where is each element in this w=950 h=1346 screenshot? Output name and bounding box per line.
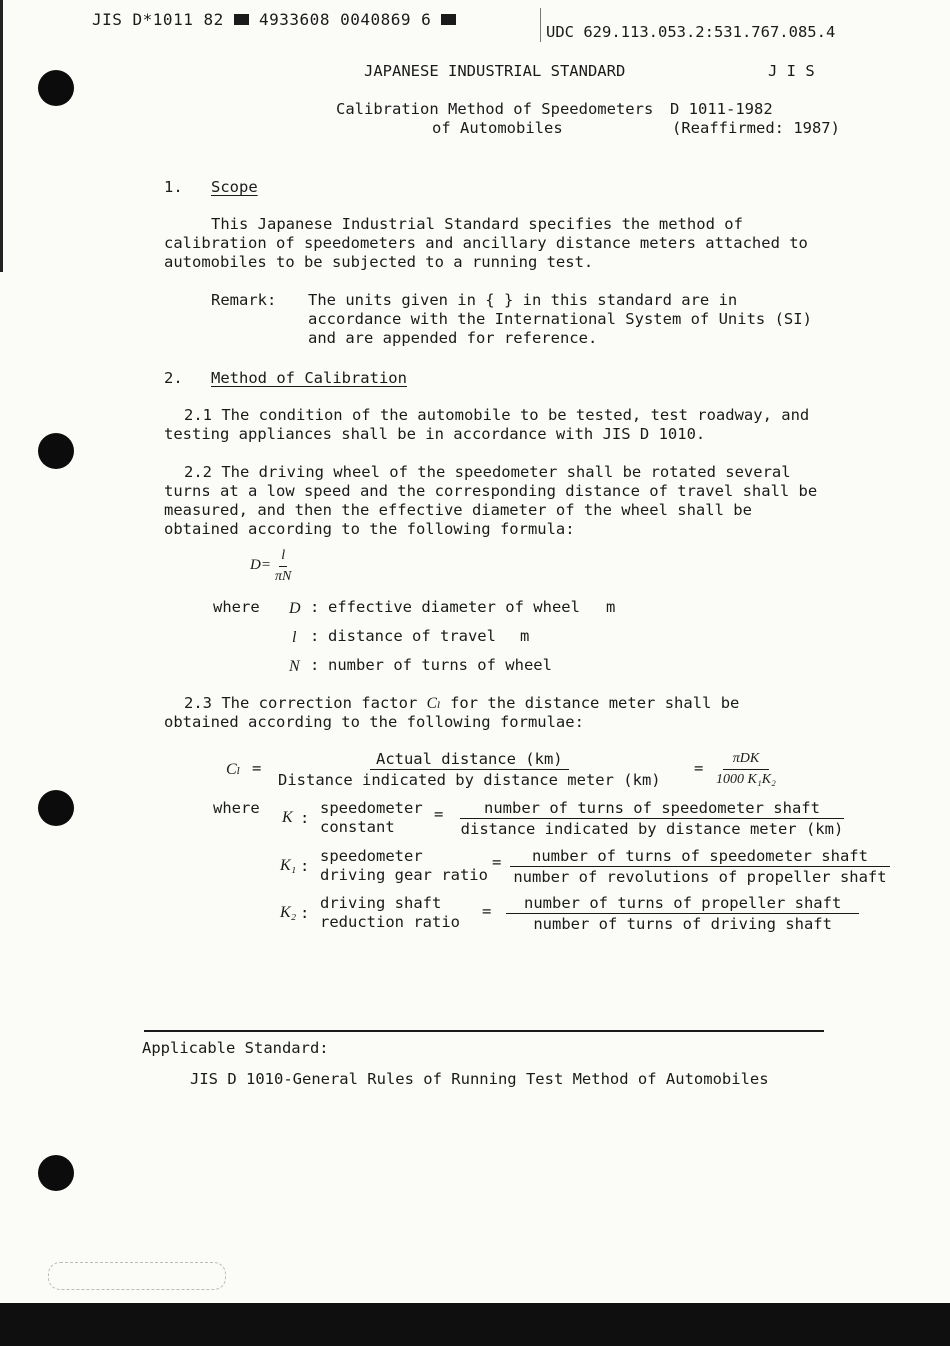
formula-c-fraction2	[716, 750, 776, 789]
formula-c-denominator: Distance indicated by distance meter (km)	[278, 771, 661, 789]
standard-title: JAPANESE INDUSTRIAL STANDARD	[364, 62, 626, 80]
k-denominator: distance indicated by distance meter (km)	[460, 820, 844, 838]
def-unit-l: m	[520, 627, 530, 645]
punch-hole	[38, 70, 74, 106]
k-name2: constant	[320, 818, 395, 836]
para-2-2-line: 2.2 The driving wheel of the speedometer shall be rotated several	[184, 463, 791, 481]
k-fraction	[460, 799, 844, 838]
std-number: D 1011-1982	[670, 100, 773, 118]
code-line-a: JIS D*1011 82	[92, 10, 224, 29]
k2-eq: =	[482, 902, 492, 920]
punch-hole	[38, 790, 74, 826]
def-text-n: number of turns of wheel	[328, 656, 552, 674]
def-symbol-n: N	[289, 658, 300, 675]
applicable-standard-item: JIS D 1010-General Rules of Running Test Method of Automobiles	[190, 1070, 769, 1088]
where-label: where	[213, 598, 260, 616]
formula-c-eq: =	[252, 759, 262, 777]
doc-title-line1: Calibration Method of Speedometers	[336, 100, 654, 118]
code-line-b: 4933608 0040869 6	[259, 10, 432, 29]
section1-number: 1.	[164, 178, 183, 196]
para-2-1-line: testing appliances shall be in accordance with JIS D 1010.	[164, 425, 706, 443]
def-text-l: distance of travel	[328, 627, 496, 645]
k-name1: speedometer	[320, 799, 423, 817]
formula-d-denominator: πN	[275, 569, 292, 584]
k1-sep: :	[300, 857, 310, 875]
section2-number: 2.	[164, 369, 183, 387]
def-symbol-l: l	[292, 629, 297, 646]
remark-line: The units given in { } in this standard are in	[308, 291, 738, 309]
scope-line: automobiles to be subjected to a running test.	[164, 253, 594, 271]
scan-edge-mark	[0, 0, 3, 272]
para-2-1-line: 2.1 The condition of the automobile to be tested, test roadway, and	[184, 406, 810, 424]
punch-hole	[38, 433, 74, 469]
punch-hole	[38, 1155, 74, 1191]
k1-fraction	[510, 847, 890, 886]
def-sep: :	[310, 656, 320, 674]
scope-line: calibration of speedometers and ancillary distance meters attached to	[164, 234, 808, 252]
section2-heading: Method of Calibration	[211, 369, 407, 387]
udc-code: UDC 629.113.053.2:531.767.085.4	[546, 23, 836, 41]
para-2-2-line: measured, and then the effective diameter of the wheel shall be	[164, 501, 752, 519]
def-text-d: effective diameter of wheel	[328, 598, 580, 616]
k1-eq: =	[492, 853, 502, 871]
section1-heading: Scope	[211, 178, 258, 196]
footer-rule	[144, 1030, 824, 1032]
para-2-2-line: turns at a low speed and the corresponding distance of travel shall be	[164, 482, 818, 500]
formula-d-numerator: l	[279, 547, 287, 567]
formula-d-lhs: D=	[250, 557, 271, 573]
jis-mark: J I S	[768, 62, 815, 80]
formula-d-fraction	[275, 547, 291, 586]
remark-line: accordance with the International System of Units (SI)	[308, 310, 812, 328]
k1-name1: speedometer	[320, 847, 423, 865]
k2-numerator: number of turns of propeller shaft	[506, 894, 859, 914]
para-2-3-line	[184, 694, 739, 713]
para-2-3-line: obtained according to the following formulae:	[164, 713, 584, 731]
formula-c-eq2: =	[694, 759, 704, 777]
header-divider	[540, 8, 541, 42]
k2-denominator: number of turns of driving shaft	[533, 915, 832, 933]
k1-numerator: number of turns of speedometer shaft	[510, 847, 890, 867]
formula-c-denominator2: 1000 K₁K₂	[716, 772, 776, 787]
faint-stamp	[48, 1262, 226, 1290]
redacted-block	[234, 14, 249, 25]
para-2-3-text-b: for the distance meter shall be	[440, 694, 740, 712]
k2-name2: reduction ratio	[320, 913, 460, 931]
formula-c-numerator: Actual distance (km)	[370, 750, 569, 770]
header-code-line	[92, 10, 456, 29]
k1-denominator: number of revolutions of propeller shaft	[513, 868, 887, 886]
para-2-2-line: obtained according to the following formula:	[164, 520, 575, 538]
formula-c-numerator2: πDK	[723, 750, 769, 770]
para-2-3-symbol: Cₗ	[426, 695, 441, 712]
k-eq: =	[434, 805, 444, 823]
k1-symbol: K₁	[280, 857, 297, 874]
k-numerator: number of turns of speedometer shaft	[460, 799, 844, 819]
reaffirmed-note: (Reaffirmed: 1987)	[672, 119, 840, 137]
scan-bottom-bar	[0, 1303, 950, 1346]
def-symbol-d: D	[289, 600, 301, 617]
k2-fraction	[506, 894, 859, 933]
k2-symbol: K₂	[280, 904, 297, 921]
remark-label: Remark:	[211, 291, 277, 309]
applicable-standard-label: Applicable Standard:	[142, 1039, 329, 1057]
doc-title-line2: of Automobiles	[432, 119, 563, 137]
k-symbol: K	[282, 809, 293, 826]
para-2-3-text-a: 2.3 The correction factor	[184, 694, 427, 712]
k1-name2: driving gear ratio	[320, 866, 488, 884]
def-unit-d: m	[606, 598, 616, 616]
k-sep: :	[300, 809, 310, 827]
def-sep: :	[310, 627, 320, 645]
k2-sep: :	[300, 904, 310, 922]
k2-name1: driving shaft	[320, 894, 442, 912]
remark-line: and are appended for reference.	[308, 329, 598, 347]
formula-c-fraction	[278, 750, 661, 789]
redacted-block	[441, 14, 456, 25]
def-sep: :	[310, 598, 320, 616]
formula-c-lhs: Cₗ	[226, 761, 241, 778]
where2-label: where	[213, 799, 260, 817]
scope-line: This Japanese Industrial Standard specifies the method of	[211, 215, 743, 233]
